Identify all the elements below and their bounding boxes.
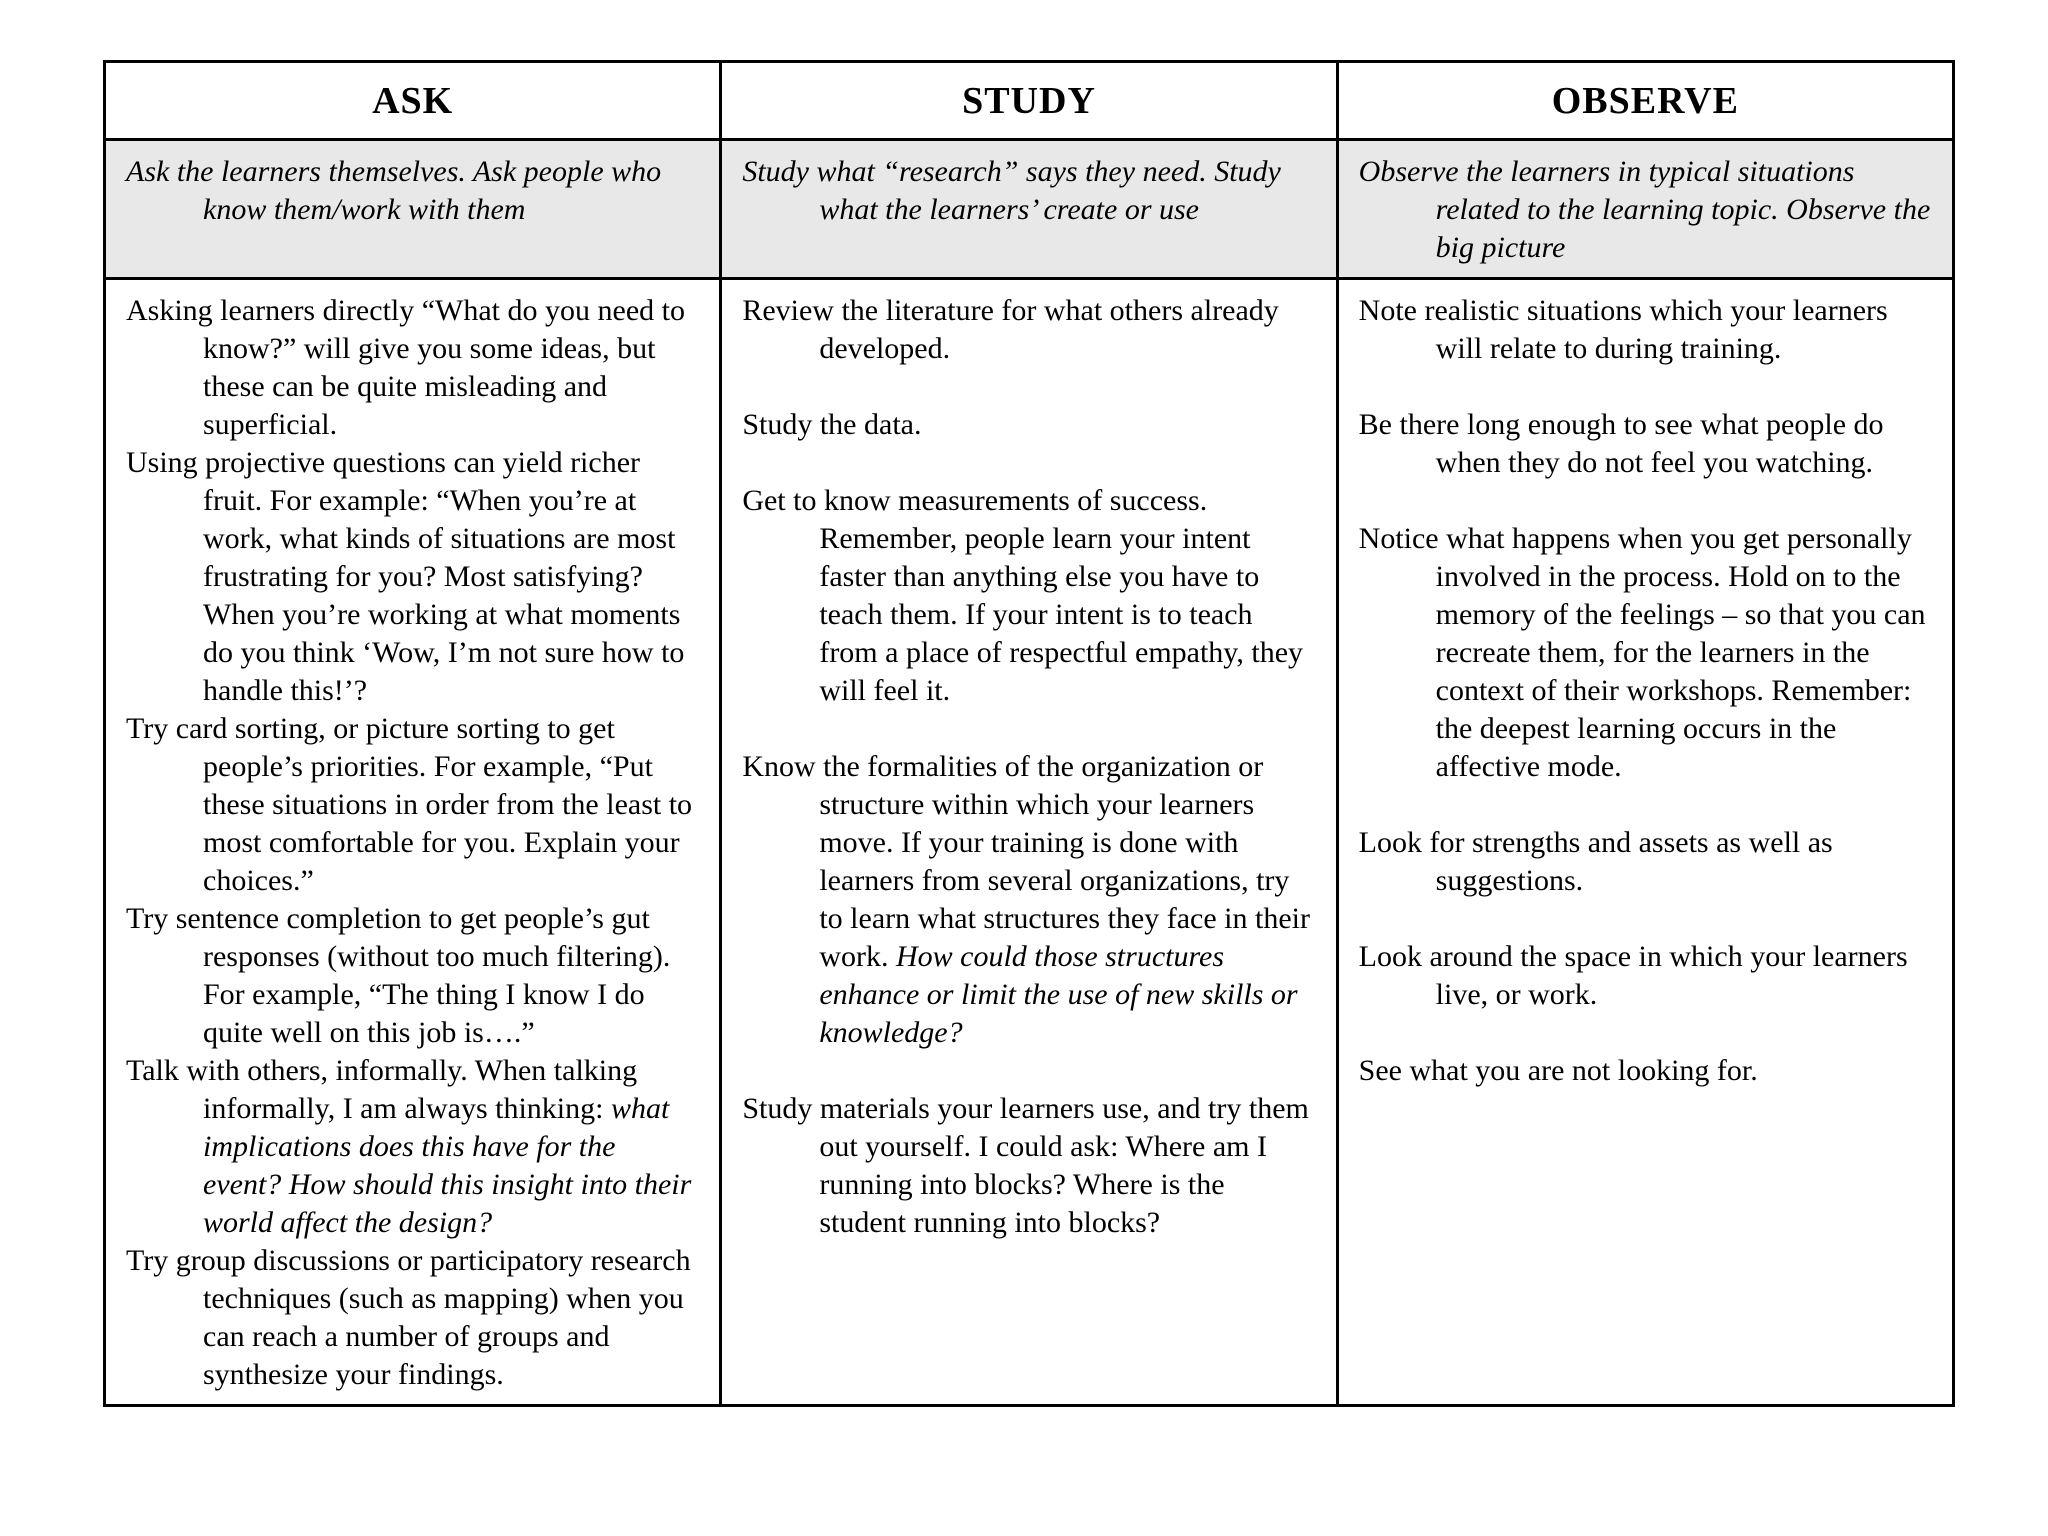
study-item: Know the formalities of the organization or structure within which your learners move. If your training is done with learners from several organizations, try to learn what structures they face in their work. How could those structures enhance or limit the use of new skills or knowledge? [742, 750, 1310, 1049]
study-item: Study materials your learners use, and try them out yourself. I could ask: Where am I running into blocks? Where is the student running into blocks? [742, 1092, 1309, 1239]
subheader-study: Study what “research” says they need. Study what the learners’ create or use [742, 155, 1281, 226]
observe-item: Notice what happens when you get personally involved in the process. Hold on to the memory of the feelings – so that you can recreate them, for the learners in the context of their workshops. Remember: the deepest learning occurs in the affective mode. [1358, 522, 1926, 783]
subheader-row [105, 140, 1954, 279]
ask-item: Try group discussions or participatory research techniques (such as mapping) when you can reach a number of groups and synthesize your findings. [126, 1244, 691, 1391]
study-item: Study the data. [742, 408, 922, 441]
subheader-observe-cell [1337, 140, 1953, 279]
ask-study-observe-table [103, 60, 1955, 1407]
study-item-italic: How could those structures enhance or limit the use of new skills or knowledge? [819, 940, 1298, 1049]
ask-item: Using projective questions can yield richer fruit. For example: “When you’re at work, what kinds of situations are most frustrating for you? Most satisfying? When you’re working at what moments do you think ‘Wow, I’m not sure how to handle this!’? [126, 446, 685, 707]
observe-item: Look around the space in which your learners live, or work. [1358, 940, 1908, 1011]
ask-item: Try sentence completion to get people’s gut responses (without too much filtering). For example, “The thing I know I do quite well on this job is….” [126, 902, 671, 1049]
observe-item: Look for strengths and assets as well as suggestions. [1358, 826, 1833, 897]
study-item: Get to know measurements of success. Remember, people learn your intent faster than anything else you have to teach them. If your intent is to teach from a place of respectful empathy, they will feel it. [742, 484, 1304, 707]
content-row [105, 279, 1954, 1406]
observe-item: See what you are not looking for. [1358, 1054, 1758, 1087]
observe-item: Note realistic situations which your learners will relate to during training. [1358, 294, 1888, 365]
subheader-ask: Ask the learners themselves. Ask people who know them/work with them [126, 155, 662, 226]
header-observe: OBSERVE [1337, 62, 1953, 140]
study-item: Review the literature for what others already developed. [742, 294, 1279, 365]
subheader-study-cell [721, 140, 1337, 279]
subheader-observe: Observe the learners in typical situations related to the learning topic. Observe the big picture [1358, 155, 1931, 264]
header-ask: ASK [105, 62, 721, 140]
ask-item: Try card sorting, or picture sorting to get people’s priorities. For example, “Put these situations in order from the least to most comfortable for you. Explain your choices.” [126, 712, 693, 897]
subheader-ask-cell [105, 140, 721, 279]
ask-item: Talk with others, informally. When talking informally, I am always thinking: what implications does this have for the event? How should this insight into their world affect the design? [126, 1054, 692, 1239]
ask-column [105, 279, 721, 1406]
observe-column [1337, 279, 1953, 1406]
ask-item: Asking learners directly “What do you need to know?” will give you some ideas, but these can be quite misleading and superficial. [126, 294, 685, 441]
ask-item-italic: what implications does this have for the event? How should this insight into their world affect the design? [203, 1092, 692, 1239]
header-study: STUDY [721, 62, 1337, 140]
observe-item: Be there long enough to see what people do when they do not feel you watching. [1358, 408, 1884, 479]
study-column [721, 279, 1337, 1406]
header-row [105, 62, 1954, 140]
methods-table-container [103, 60, 1955, 1407]
